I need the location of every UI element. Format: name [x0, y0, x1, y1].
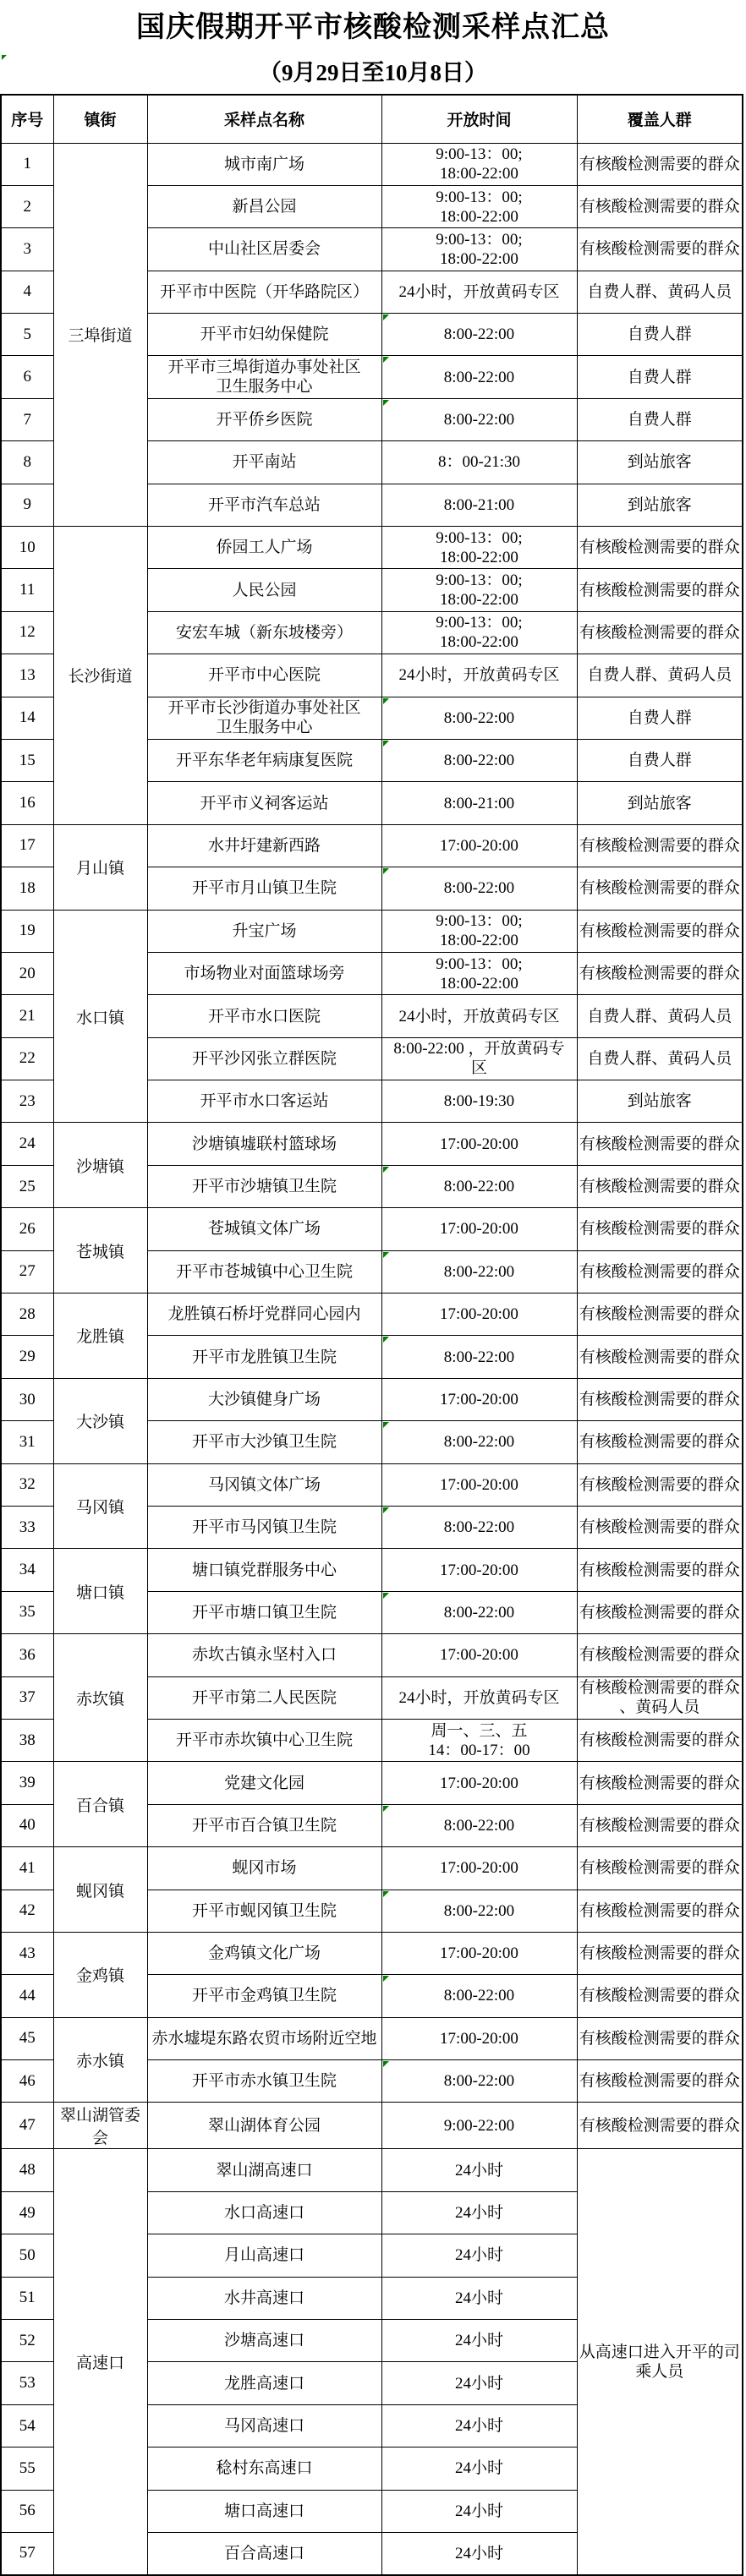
row-number-cell: 5 [1, 314, 53, 356]
coverage-cell: 有核酸检测需要的群众 [577, 1804, 743, 1846]
site-name-cell: 开平市赤水镇卫生院 [147, 2060, 381, 2103]
table-row [1, 527, 743, 569]
site-name-cell: 市场物业对面篮球场旁 [147, 952, 381, 994]
site-name-cell: 开平市妇幼保健院 [147, 314, 381, 356]
open-time-cell: 17:00-20:00 [381, 2017, 577, 2059]
coverage-cell: 有核酸检测需要的群众 [577, 1250, 743, 1293]
header-site-name: 采样点名称 [147, 95, 381, 143]
open-time-cell: 8:00-22:00 [381, 1591, 577, 1633]
town-cell: 蚬冈镇 [53, 1847, 147, 1933]
site-name-cell: 城市南广场 [147, 143, 381, 185]
site-name-cell: 开平市苍城镇中心卫生院 [147, 1250, 381, 1293]
open-time-cell: 17:00-20:00 [381, 1123, 577, 1165]
open-time-cell: 8:00-21:00 [381, 484, 577, 526]
row-number-cell: 10 [1, 527, 53, 569]
row-number-cell: 40 [1, 1804, 53, 1846]
coverage-cell: 有核酸检测需要的群众 [577, 1932, 743, 1974]
site-name-cell: 开平市蚬冈镇卫生院 [147, 1890, 381, 1932]
row-number-cell: 16 [1, 782, 53, 824]
site-name-cell: 开平市龙胜镇卫生院 [147, 1336, 381, 1378]
row-number-cell: 39 [1, 1762, 53, 1804]
open-time-cell: 9:00-22:00 [381, 2103, 577, 2149]
site-name-cell: 开平市大沙镇卫生院 [147, 1421, 381, 1463]
table-body [1, 143, 743, 2575]
row-number-cell: 43 [1, 1932, 53, 1974]
site-name-cell: 新昌公园 [147, 185, 381, 227]
cell-corner-marker-icon [383, 1891, 389, 1897]
row-number-cell: 19 [1, 910, 53, 952]
row-number-cell: 14 [1, 697, 53, 739]
open-time-cell: 8:00-22:00 [381, 1804, 577, 1846]
coverage-cell: 从高速口进入开平的司乘人员 [577, 2149, 743, 2575]
coverage-cell: 有核酸检测需要的群众 [577, 1890, 743, 1932]
open-time-cell: 17:00-20:00 [381, 824, 577, 867]
site-name-cell: 开平沙冈张立群医院 [147, 1037, 381, 1080]
coverage-cell: 有核酸检测需要的群众 [577, 1165, 743, 1207]
open-time-cell: 24小时，开放黄码专区 [381, 654, 577, 697]
cell-corner-marker-icon [383, 2061, 389, 2067]
coverage-cell: 有核酸检测需要的群众 [577, 569, 743, 611]
row-number-cell: 38 [1, 1719, 53, 1761]
site-name-cell: 百合高速口 [147, 2532, 381, 2574]
open-time-cell: 8:00-22:00 [381, 1975, 577, 2017]
row-number-cell: 50 [1, 2234, 53, 2277]
row-number-cell: 30 [1, 1378, 53, 1420]
site-name-cell: 水井圩建新西路 [147, 824, 381, 867]
site-name-cell: 塘口高速口 [147, 2490, 381, 2532]
coverage-cell: 自费人群、黄码人员 [577, 1037, 743, 1080]
row-number-cell: 7 [1, 398, 53, 440]
site-name-cell: 赤坎古镇永坚村入口 [147, 1634, 381, 1676]
open-time-cell: 8:00-22:00 [381, 398, 577, 440]
open-time-cell: 8:00-22:00 [381, 739, 577, 781]
coverage-cell: 有核酸检测需要的群众 [577, 1123, 743, 1165]
row-number-cell: 4 [1, 271, 53, 313]
row-number-cell: 26 [1, 1208, 53, 1250]
row-number-cell: 31 [1, 1421, 53, 1463]
coverage-cell: 有核酸检测需要的群众 [577, 1208, 743, 1250]
site-name-cell: 人民公园 [147, 569, 381, 611]
open-time-cell: 9:00-13：00; 18:00-22:00 [381, 527, 577, 569]
row-number-cell: 23 [1, 1080, 53, 1123]
open-time-cell: 17:00-20:00 [381, 1549, 577, 1591]
coverage-cell: 有核酸检测需要的群众 [577, 2060, 743, 2103]
open-time-cell: 24小时 [381, 2447, 577, 2490]
site-name-cell: 开平市塘口镇卫生院 [147, 1591, 381, 1633]
row-number-cell: 45 [1, 2017, 53, 2059]
open-time-cell: 24小时 [381, 2404, 577, 2447]
open-time-cell: 8:00-22:00 [381, 356, 577, 398]
table-row [1, 824, 743, 867]
open-time-cell: 9:00-13：00; 18:00-22:00 [381, 185, 577, 227]
row-number-cell: 42 [1, 1890, 53, 1932]
coverage-cell: 有核酸检测需要的群众 [577, 1463, 743, 1506]
site-name-cell: 开平市月山镇卫生院 [147, 867, 381, 910]
cell-corner-marker-icon [383, 1252, 389, 1258]
table-row [1, 1634, 743, 1676]
row-number-cell: 25 [1, 1165, 53, 1207]
coverage-cell: 有核酸检测需要的群众 [577, 910, 743, 952]
row-number-cell: 6 [1, 356, 53, 398]
cell-corner-marker-icon [383, 357, 389, 363]
open-time-cell: 17:00-20:00 [381, 1847, 577, 1890]
coverage-cell: 有核酸检测需要的群众 [577, 952, 743, 994]
coverage-cell: 到站旅客 [577, 1080, 743, 1123]
cell-corner-marker-icon [383, 698, 389, 704]
coverage-cell: 有核酸检测需要的群众 [577, 867, 743, 910]
coverage-cell: 有核酸检测需要的群众 [577, 228, 743, 271]
open-time-cell: 24小时 [381, 2234, 577, 2277]
row-number-cell: 46 [1, 2060, 53, 2103]
coverage-cell: 自费人群、黄码人员 [577, 271, 743, 313]
site-name-cell: 开平市沙塘镇卫生院 [147, 1165, 381, 1207]
coverage-cell: 有核酸检测需要的群众 [577, 1507, 743, 1549]
open-time-cell: 24小时 [381, 2320, 577, 2362]
site-name-cell: 开平市义祠客运站 [147, 782, 381, 824]
coverage-cell: 有核酸检测需要的群众 [577, 824, 743, 867]
site-name-cell: 开平市长沙街道办事处社区 卫生服务中心 [147, 697, 381, 739]
site-name-cell: 侨园工人广场 [147, 527, 381, 569]
coverage-cell: 有核酸检测需要的群众 [577, 1847, 743, 1890]
table-row [1, 2103, 743, 2149]
site-name-cell: 金鸡镇文化广场 [147, 1932, 381, 1974]
town-cell: 长沙街道 [53, 527, 147, 825]
open-time-cell: 17:00-20:00 [381, 1463, 577, 1506]
town-cell: 金鸡镇 [53, 1932, 147, 2017]
site-name-cell: 开平市汽车总站 [147, 484, 381, 526]
town-cell: 苍城镇 [53, 1208, 147, 1293]
cell-corner-marker-icon [383, 1806, 389, 1812]
town-cell: 马冈镇 [53, 1463, 147, 1549]
site-name-cell: 开平市三埠街道办事处社区 卫生服务中心 [147, 356, 381, 398]
open-time-cell: 9:00-13：00; 18:00-22:00 [381, 143, 577, 185]
coverage-cell: 有核酸检测需要的群众 [577, 1634, 743, 1676]
site-name-cell: 蚬冈市场 [147, 1847, 381, 1890]
row-number-cell: 48 [1, 2149, 53, 2191]
row-number-cell: 37 [1, 1676, 53, 1719]
table-row [1, 1932, 743, 1974]
site-name-cell: 开平市马冈镇卫生院 [147, 1507, 381, 1549]
cell-corner-marker-icon [383, 314, 389, 320]
coverage-cell: 有核酸检测需要的群众 [577, 1421, 743, 1463]
row-number-cell: 51 [1, 2277, 53, 2319]
coverage-cell: 有核酸检测需要的群众 [577, 1762, 743, 1804]
table-row [1, 143, 743, 185]
site-name-cell: 苍城镇文体广场 [147, 1208, 381, 1250]
open-time-cell: 8:00-22:00 [381, 2060, 577, 2103]
open-time-cell: 8:00-21:00 [381, 782, 577, 824]
open-time-cell: 17:00-20:00 [381, 1208, 577, 1250]
sampling-points-table [0, 94, 743, 2576]
table-row [1, 1293, 743, 1336]
open-time-cell: 8:00-22:00 [381, 1890, 577, 1932]
table-row [1, 2149, 743, 2191]
open-time-cell: 8:00-22:00 [381, 1250, 577, 1293]
row-number-cell: 29 [1, 1336, 53, 1378]
site-name-cell: 开平市第二人民医院 [147, 1676, 381, 1719]
town-cell: 赤水镇 [53, 2017, 147, 2103]
header-coverage: 覆盖人群 [577, 95, 743, 143]
row-number-cell: 11 [1, 569, 53, 611]
town-cell: 龙胜镇 [53, 1293, 147, 1379]
row-number-cell: 52 [1, 2320, 53, 2362]
table-row [1, 1208, 743, 1250]
site-name-cell: 党建文化园 [147, 1762, 381, 1804]
town-cell: 三埠街道 [53, 143, 147, 527]
header-serial-number: 序号 [1, 95, 53, 143]
row-number-cell: 32 [1, 1463, 53, 1506]
table-header-row [1, 95, 743, 143]
town-cell: 高速口 [53, 2149, 147, 2575]
coverage-cell: 自费人群、黄码人员 [577, 654, 743, 697]
town-cell: 月山镇 [53, 824, 147, 910]
coverage-cell: 自费人群 [577, 398, 743, 440]
site-name-cell: 开平侨乡医院 [147, 398, 381, 440]
row-number-cell: 8 [1, 441, 53, 484]
coverage-cell: 有核酸检测需要的群众 [577, 143, 743, 185]
row-number-cell: 54 [1, 2404, 53, 2447]
open-time-cell: 8：00-21:30 [381, 441, 577, 484]
open-time-cell: 8:00-22:00 [381, 697, 577, 739]
site-name-cell: 开平市水口客运站 [147, 1080, 381, 1123]
open-time-cell: 17:00-20:00 [381, 1378, 577, 1420]
site-name-cell: 中山社区居委会 [147, 228, 381, 271]
site-name-cell: 水口高速口 [147, 2191, 381, 2234]
coverage-cell: 自费人群、黄码人员 [577, 995, 743, 1037]
row-number-cell: 56 [1, 2490, 53, 2532]
town-cell: 百合镇 [53, 1762, 147, 1847]
open-time-cell: 24小时 [381, 2362, 577, 2404]
row-number-cell: 13 [1, 654, 53, 697]
town-cell: 塘口镇 [53, 1549, 147, 1634]
site-name-cell: 开平市金鸡镇卫生院 [147, 1975, 381, 2017]
open-time-cell: 17:00-20:00 [381, 1634, 577, 1676]
table-row [1, 1549, 743, 1591]
open-time-cell: 8:00-22:00 [381, 867, 577, 910]
site-name-cell: 开平市中心医院 [147, 654, 381, 697]
table-row [1, 910, 743, 952]
row-number-cell: 47 [1, 2103, 53, 2149]
coverage-cell: 有核酸检测需要的群众 [577, 611, 743, 654]
row-number-cell: 20 [1, 952, 53, 994]
site-name-cell: 月山高速口 [147, 2234, 381, 2277]
coverage-cell: 有核酸检测需要的群众 [577, 1293, 743, 1336]
coverage-cell: 有核酸检测需要的群众 [577, 185, 743, 227]
row-number-cell: 18 [1, 867, 53, 910]
site-name-cell: 开平市赤坎镇中心卫生院 [147, 1719, 381, 1761]
page-subtitle: （9月29日至10月8日） [259, 60, 487, 85]
open-time-cell: 17:00-20:00 [381, 1293, 577, 1336]
cell-corner-marker-icon [383, 1422, 389, 1428]
row-number-cell: 33 [1, 1507, 53, 1549]
site-name-cell: 马冈镇文体广场 [147, 1463, 381, 1506]
site-name-cell: 大沙镇健身广场 [147, 1378, 381, 1420]
row-number-cell: 9 [1, 484, 53, 526]
site-name-cell: 龙胜镇石桥圩党群同心园内 [147, 1293, 381, 1336]
row-number-cell: 2 [1, 185, 53, 227]
open-time-cell: 8:00-22:00 [381, 1165, 577, 1207]
site-name-cell: 沙塘镇墟联村篮球场 [147, 1123, 381, 1165]
row-number-cell: 53 [1, 2362, 53, 2404]
site-name-cell: 升宝广场 [147, 910, 381, 952]
coverage-cell: 有核酸检测需要的群众 [577, 1591, 743, 1633]
table-row [1, 1463, 743, 1506]
table-row [1, 2017, 743, 2059]
coverage-cell: 有核酸检测需要的群众 [577, 1549, 743, 1591]
site-name-cell: 开平东华老年病康复医院 [147, 739, 381, 781]
site-name-cell: 龙胜高速口 [147, 2362, 381, 2404]
row-number-cell: 17 [1, 824, 53, 867]
open-time-cell: 8:00-22:00 [381, 1507, 577, 1549]
row-number-cell: 21 [1, 995, 53, 1037]
cell-corner-marker-icon [383, 1976, 389, 1982]
cell-corner-marker-icon [383, 1337, 389, 1343]
coverage-cell: 有核酸检测需要的群众 [577, 1378, 743, 1420]
table-row [1, 1378, 743, 1420]
site-name-cell: 开平市百合镇卫生院 [147, 1804, 381, 1846]
row-number-cell: 41 [1, 1847, 53, 1890]
open-time-cell: 8:00-22:00 [381, 1336, 577, 1378]
site-name-cell: 稔村东高速口 [147, 2447, 381, 2490]
cell-corner-marker-icon [383, 868, 389, 874]
stray-green-mark-icon [2, 55, 7, 60]
site-name-cell: 塘口镇党群服务中心 [147, 1549, 381, 1591]
open-time-cell: 17:00-20:00 [381, 1762, 577, 1804]
coverage-cell: 有核酸检测需要的群众 [577, 1975, 743, 2017]
header-town: 镇街 [53, 95, 147, 143]
open-time-cell: 24小时，开放黄码专区 [381, 1676, 577, 1719]
row-number-cell: 49 [1, 2191, 53, 2234]
open-time-cell: 24小时 [381, 2490, 577, 2532]
row-number-cell: 36 [1, 1634, 53, 1676]
coverage-cell: 自费人群 [577, 314, 743, 356]
open-time-cell: 9:00-13：00; 18:00-22:00 [381, 569, 577, 611]
row-number-cell: 3 [1, 228, 53, 271]
row-number-cell: 15 [1, 739, 53, 781]
town-cell: 大沙镇 [53, 1378, 147, 1463]
open-time-cell: 8:00-19:30 [381, 1080, 577, 1123]
coverage-cell: 有核酸检测需要的群众 [577, 2103, 743, 2149]
open-time-cell: 24小时 [381, 2277, 577, 2319]
row-number-cell: 57 [1, 2532, 53, 2574]
table-row [1, 1123, 743, 1165]
open-time-cell: 9:00-13：00; 18:00-22:00 [381, 228, 577, 271]
coverage-cell: 自费人群 [577, 356, 743, 398]
site-name-cell: 沙塘高速口 [147, 2320, 381, 2362]
coverage-cell: 自费人群 [577, 739, 743, 781]
open-time-cell: 24小时 [381, 2149, 577, 2191]
town-cell: 水口镇 [53, 910, 147, 1123]
cell-corner-marker-icon [383, 400, 389, 406]
row-number-cell: 27 [1, 1250, 53, 1293]
site-name-cell: 水井高速口 [147, 2277, 381, 2319]
coverage-cell: 有核酸检测需要的群众 [577, 527, 743, 569]
cell-corner-marker-icon [383, 1167, 389, 1173]
cell-corner-marker-icon [383, 1593, 389, 1599]
site-name-cell: 开平市水口医院 [147, 995, 381, 1037]
open-time-cell: 8:00-22:00 [381, 314, 577, 356]
coverage-cell: 有核酸检测需要的群众 [577, 2017, 743, 2059]
row-number-cell: 28 [1, 1293, 53, 1336]
site-name-cell: 开平南站 [147, 441, 381, 484]
site-name-cell: 翠山湖体育公园 [147, 2103, 381, 2149]
table-row [1, 1762, 743, 1804]
open-time-cell: 9:00-13：00; 18:00-22:00 [381, 611, 577, 654]
town-cell: 赤坎镇 [53, 1634, 147, 1762]
site-name-cell: 翠山湖高速口 [147, 2149, 381, 2191]
coverage-cell: 自费人群 [577, 697, 743, 739]
row-number-cell: 22 [1, 1037, 53, 1080]
open-time-cell: 24小时 [381, 2191, 577, 2234]
site-name-cell: 开平市中医院（开华路院区） [147, 271, 381, 313]
row-number-cell: 24 [1, 1123, 53, 1165]
table-row [1, 1847, 743, 1890]
coverage-cell: 有核酸检测需要的群众 、黄码人员 [577, 1676, 743, 1719]
row-number-cell: 34 [1, 1549, 53, 1591]
coverage-cell: 到站旅客 [577, 441, 743, 484]
site-name-cell: 安宏车城（新东坡楼旁） [147, 611, 381, 654]
header-open-time: 开放时间 [381, 95, 577, 143]
row-number-cell: 35 [1, 1591, 53, 1633]
town-cell: 沙塘镇 [53, 1123, 147, 1208]
coverage-cell: 有核酸检测需要的群众 [577, 1719, 743, 1761]
coverage-cell: 有核酸检测需要的群众 [577, 1336, 743, 1378]
row-number-cell: 44 [1, 1975, 53, 2017]
open-time-cell: 24小时，开放黄码专区 [381, 271, 577, 313]
open-time-cell: 8:00-22:00 ，开放黄码专 区 [381, 1037, 577, 1080]
open-time-cell: 24小时，开放黄码专区 [381, 995, 577, 1037]
open-time-cell: 24小时 [381, 2532, 577, 2574]
site-name-cell: 赤水墟堤东路农贸市场附近空地 [147, 2017, 381, 2059]
open-time-cell: 9:00-13：00; 18:00-22:00 [381, 910, 577, 952]
page-title: 国庆假期开平市核酸检测采样点汇总 [136, 12, 610, 43]
row-number-cell: 1 [1, 143, 53, 185]
coverage-cell: 到站旅客 [577, 484, 743, 526]
town-cell: 翠山湖管委会 [53, 2103, 147, 2149]
row-number-cell: 55 [1, 2447, 53, 2490]
open-time-cell: 8:00-22:00 [381, 1421, 577, 1463]
open-time-cell: 9:00-13：00; 18:00-22:00 [381, 952, 577, 994]
open-time-cell: 17:00-20:00 [381, 1932, 577, 1974]
site-name-cell: 马冈高速口 [147, 2404, 381, 2447]
coverage-cell: 到站旅客 [577, 782, 743, 824]
cell-corner-marker-icon [383, 1507, 389, 1513]
row-number-cell: 12 [1, 611, 53, 654]
open-time-cell: 周一、三、五 14：00-17：00 [381, 1719, 577, 1761]
cell-corner-marker-icon [383, 741, 389, 747]
